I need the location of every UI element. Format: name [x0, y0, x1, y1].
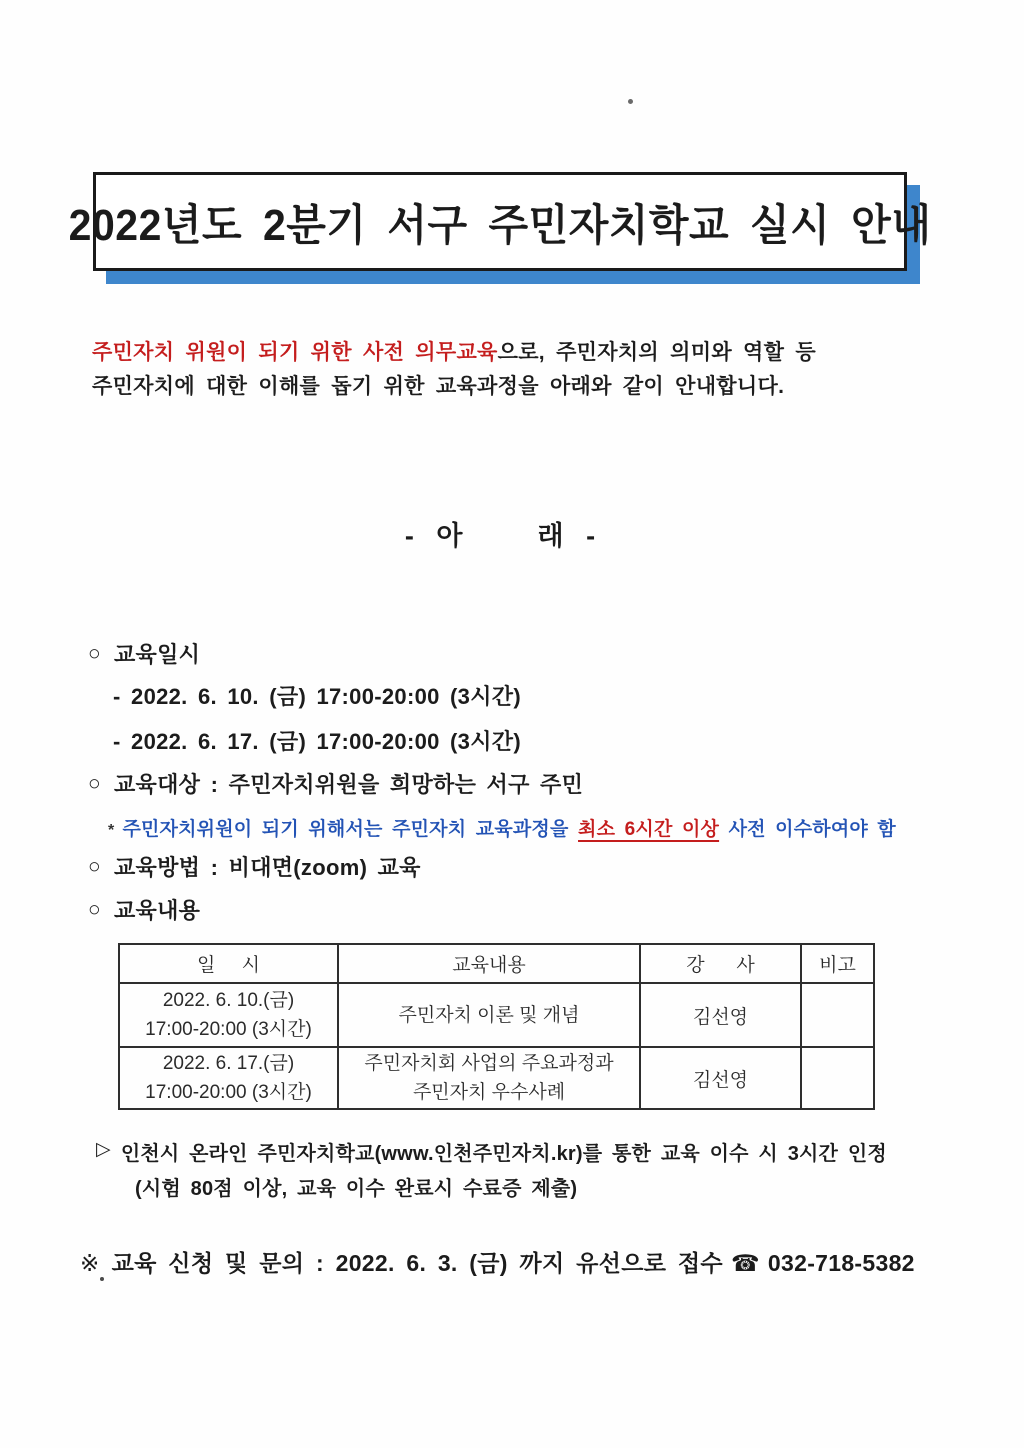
datetime-line: 17:00-20:00 (3시간) — [145, 1019, 312, 1040]
scan-artifact-dot — [100, 1277, 104, 1281]
content-line: 주민자치회 사업의 주요과정과 — [364, 1053, 614, 1074]
circle-bullet-icon: ○ — [88, 772, 101, 795]
title-box — [68, 172, 932, 271]
circle-bullet-icon: ○ — [88, 898, 101, 921]
contact-line — [80, 1245, 915, 1278]
section-target-label: 교육대상 : 주민자치위원을 희망하는 서구 주민 — [113, 772, 584, 797]
cell-lecturer: 김선영 — [640, 1047, 801, 1109]
section-content-label: 교육내용 — [113, 898, 201, 923]
datetime-line: 2022. 6. 17.(금) — [162, 1053, 295, 1074]
content-line: 주민자치 우수사례 — [412, 1082, 566, 1103]
education-schedule-table — [118, 943, 875, 1110]
circle-bullet-icon: ○ — [88, 642, 101, 665]
section-schedule-label: 교육일시 — [113, 642, 201, 667]
cell-datetime — [119, 983, 338, 1047]
intro-line1-rest: 으로, 주민자치의 의미와 역할 등 — [497, 341, 816, 364]
reference-mark-icon: ※ — [80, 1250, 100, 1276]
table-row — [119, 1047, 874, 1109]
below-divider-label: - 아 래 - — [404, 521, 596, 551]
section-education-content — [88, 894, 200, 925]
phone-icon: ☎ — [730, 1250, 760, 1276]
datetime-line: 17:00-20:00 (3시간) — [145, 1082, 312, 1103]
triangle-bullet-icon: ▷ — [96, 1139, 111, 1160]
cell-lecturer: 김선영 — [640, 983, 801, 1047]
footnote-exam-condition: (시험 80점 이상, 교육 이수 완료시 수료증 제출) — [135, 1178, 578, 1200]
intro-line-2: 주민자치에 대한 이해를 돕기 위한 교육과정을 아래와 같이 안내합니다. — [92, 375, 785, 398]
cell-note — [801, 983, 874, 1047]
header-lecturer: 강 사 — [640, 944, 801, 983]
intro-paragraph — [92, 336, 952, 404]
page-title: 2022년도 2분기 서구 주민자치학교 실시 안내 — [68, 200, 932, 250]
section-method-label: 교육방법 : 비대면(zoom) 교육 — [113, 855, 421, 880]
schedule-item-2: - 2022. 6. 17. (금) 17:00-20:00 (3시간) — [113, 729, 521, 754]
phone-number: 032-718-5382 — [767, 1250, 915, 1276]
cell-note — [801, 1047, 874, 1109]
header-datetime: 일 시 — [119, 944, 338, 983]
cell-content — [338, 1047, 640, 1109]
datetime-line: 2022. 6. 10.(금) — [162, 990, 295, 1011]
section-education-schedule — [88, 638, 200, 669]
section-education-method — [88, 851, 421, 882]
scan-artifact-dot — [628, 99, 633, 104]
prerequisite-note — [108, 814, 896, 841]
table-row — [119, 983, 874, 1047]
contact-text: 교육 신청 및 문의 : 2022. 6. 3. (금) 까지 유선으로 접수 — [111, 1250, 723, 1276]
content-line: 주민자치 이론 및 개념 — [398, 1004, 580, 1026]
cell-content — [338, 983, 640, 1047]
note-red-underlined: 최소 6시간 이상 — [578, 819, 720, 840]
section-education-target — [88, 768, 583, 799]
header-note: 비고 — [801, 944, 874, 983]
footnote-online-school — [96, 1137, 887, 1166]
cell-datetime — [119, 1047, 338, 1109]
note-blue-after: 사전 이수하여야 함 — [719, 819, 896, 840]
schedule-item-1: - 2022. 6. 10. (금) 17:00-20:00 (3시간) — [113, 684, 521, 709]
circle-bullet-icon: ○ — [88, 855, 101, 878]
header-content: 교육내용 — [338, 944, 640, 983]
note-blue-before: 주민자치위원이 되기 위해서는 주민자치 교육과정을 — [122, 819, 579, 840]
intro-highlight-red: 주민자치 위원이 되기 위한 사전 의무교육 — [92, 341, 498, 364]
table-header-row — [119, 944, 874, 983]
asterisk-icon: * — [108, 822, 115, 839]
footnote-line-1: 인천시 온라인 주민자치학교(www.인천주민자치.kr)를 통한 교육 이수 시 3시간 인정 — [120, 1143, 887, 1165]
intro-line-1 — [92, 336, 952, 370]
